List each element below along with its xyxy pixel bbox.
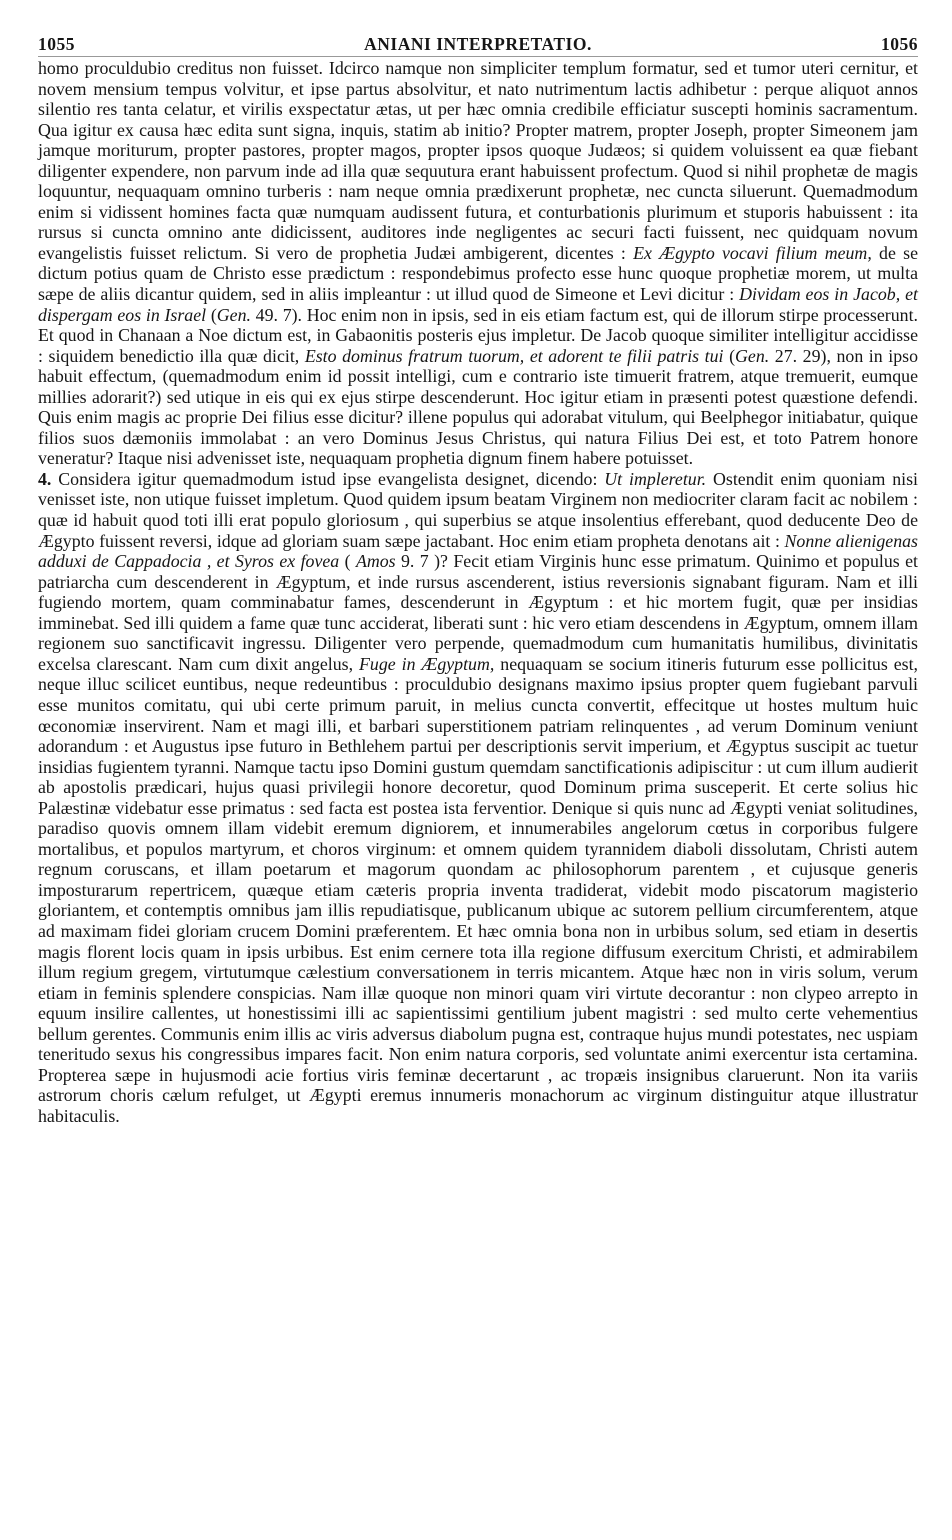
- italic-citation: Amos: [355, 551, 396, 572]
- italic-citation: Nonne alienigenas adduxi de Cappadocia , et Syros ex fovea: [38, 530, 918, 572]
- text-run: (: [206, 304, 217, 325]
- text-run: homo proculdubio creditus non fuisset. Idcirco namque non simpliciter templum formatur, sed et tumor uteri cernitur, et novem mensium tempus volvitur, et ipse partus absolvitur, et nato nutrimentum lactis adhibetur : perque aliquot annos silentio res tanta celatur, et virilis exspectatur ætas, ut per hæc omnia credibile efficiatur suscepti hominis sacramentum. Qua igitur ex causa hæc edita sunt signa, inquis, statim ab initio? Propter matrem, propter Joseph, propter Simeonem jam jamque moriturum, propter pastores, propter magos, propter ipsos quoque Judæos; si quidem voluissent ea quæ fiebant diligenter expendere, non parvum inde ad illa quæ sequutura erant habuissent profectum. Quod si nihil prophetæ de magis loquuntur, nequaquam omnino turberis : nam neque omnia prædixerunt prophetæ, nec cuncta siluerunt. Quemadmodum enim si vidissent homines facta quæ numquam audissent futura, et conturbationis plurimum et stuporis habuissent : ita rursus si cuncta omnino ante didicissent, auditores inde negligentes ac securi facti fuissent, nec quidquam novum evangelistis fuisset relictum. Si vero de prophetia Judæi ambigerent, dicentes :: [38, 58, 918, 263]
- text-run: de se dictum potius quam de Christo esse prædictum : respondebimus profecto esse hunc quoque prophetiæ morem, ut multa sæpe de aliis dicantur quidem, sed in aliis impleantur : ut illud quod de Simeone et Levi dicitur :: [38, 242, 918, 305]
- text-run: 27. 29), non in ipso habuit effectum, (quemadmodum enim id possit intelligi, cum e contrario iste timuerit fratrem, atque tremuerit, eumque millies adorarit?) sed utique in eis qui ex ejus stirpe descenderunt. Hoc igitur etiam in præsenti potest quæstione defendi. Quis enim magis ac proprie Dei filius esse dicitur? illene populus qui adorabat vitulum, qui Beelphegor initiabatur, quique filios suos dæmoniis immolabat : an vero Dominus Jesus Christus, qui natura Filius Dei est, et toto Patrem honore veneratur? Itaque nisi advenisset iste, nequaquam prophetia dignum finem habere potuisset.: [38, 345, 918, 469]
- text-run: Ostendit enim quoniam nisi venisset iste, non utique fuisset impletum. Quod quidem ipsum beatam Virginem non mediocriter claram facit ac nobilem : quæ id habuit quod toti illi erat populo gloriosum , qui superbius se atque insolentius efferebant, quod deducente Deo de Ægypto fuissent reversi, idque ad gloriam suam sæpe jactabant. Hoc enim etiam propheta denotans ait :: [38, 468, 918, 551]
- italic-citation: Ex Ægypto vocavi filium meum,: [633, 242, 872, 263]
- text-run: 9. 7 )? Fecit etiam Virginis hunc esse primatum. Quinimo et populus et patriarcha cum descenderent in Ægyptum, et inde rursus ascenderent, istius reversionis signabant figuram. Nam et illi fugiendo mortem, quam comminabatur fames, descenderunt in Ægyptum : et hic mortem fugit, quæ per insidias imminebat. Sed illi quidem a fame quæ tunc acciderat, liberati sunt : hic vero etiam descendens in Ægyptum, omnem illam regionem suo sanctificavit ingressu. Diligenter vero perpende, quemadmodum cum humanitatis humilibus, divinitatis excelsa clarescant. Nam cum dixit angelus,: [38, 551, 918, 674]
- text-run: (: [339, 551, 356, 572]
- paragraph: [38, 58, 918, 469]
- running-title: ANIANI INTERPRETATIO.: [364, 34, 592, 54]
- text-run: Considera igitur quemadmodum istud ipse evangelista designet, dicendo:: [51, 468, 605, 489]
- column-number-left: 1055: [38, 34, 75, 54]
- italic-citation: Fuge in Ægyptum,: [359, 653, 495, 674]
- column-number-right: 1056: [880, 34, 918, 54]
- paragraph: [38, 469, 918, 1127]
- italic-citation: Ut impleretur.: [604, 468, 707, 489]
- text-run: (: [723, 345, 736, 366]
- running-header: [38, 34, 918, 57]
- section-number: 4.: [38, 468, 52, 489]
- body-text: [38, 58, 918, 1126]
- italic-citation: Gen.: [216, 304, 251, 325]
- text-run: nequaquam se socium itineris futurum esse pollicitus est, neque illuc scilicet euntibus, neque redeuntibus : proculdubio designans maximo ipsius propter quem fugiebant parvuli esse munitos comitatu, qui ubi certe primum paruit, in melius cuncta convertit, effecitque ut hostes multum huic œconomiæ inservirent. Nam et magi illi, et barbari superstitionem patriam relinquentes , ad verum Dominum veniunt adorandum : et Augustus ipse futuro in Bethlehem partui per descriptionis servit imperium, et Ægyptus suscipit ac tuetur insidias fugientem tyranni. Namque tactu ipso Domini gustum quemdam sanctificationis adipiscitur : ut cum illum audierit ab apostolis prædicari, hujus quasi privilegii honore decoretur, quod Dominum prima susceperit. Et certe solius hic Palæstinæ videbatur esse primatus : sed facta est postea ista ferventior. Denique si quis nunc ad Ægypti veniat solitudines, paradiso quovis omnem illam videbit eremum digniorem, et innumerabiles angelorum cœtus in corporibus fulgere mortalibus, et populos martyrum, et choros virginum: et omnem quidem tyrannidem diaboli dissolutam, Christi autem regnum coruscans, et illam poetarum et magorum quondam ac philosophorum parentem , et cujusque generis imposturarum repertricem, quæque etiam cæteris propria inventa tradiderat, videbit modo piscatorum magisterio gloriantem, et contemptis omnibus jam illis repudiatisque, publicanum ubique ac sutorem pellium circumferentem, atque ad maximam fidei gloriam crucem Domini præferentem. Et hæc omnia bona non in urbibus solum, sed etiam in desertis magis florent locis quam in ipsis urbibus. Est enim cernere tota illa regione diffusum exercitum Christi, et admirabilem illum regium gregem, virtutumque cælestium conversationem in terris micantem. Atque hæc non in viris solum, verum etiam in feminis splendere conspicias. Nam illæ quoque non minori quam viri virtute decorantur : non clypeo arrepto in equum insilire callentes, ut honestissimi illi ac sapientissimi gentilium jubent magistri : sed multo certe vehementius bellum gerentes. Communis enim illis ac viris adversus diabolum pugna est, contraque hujus mundi potestates, nec uspiam teneritudo sexus his congressibus impares facit. Non enim natura corporis, sed voluntate animi exercentur ista certamina. Propterea sæpe in hujusmodi acie fortius viris feminæ decertarunt , ac tropæis insignibus claruerunt. Non ita variis astrorum choris cælum refulget, ut Ægypti eremus innumeris monachorum ac virginum distinguitur atque illustratur habitaculis.: [38, 653, 918, 1126]
- italic-citation: Dividam eos in Jacob, et dispergam eos in Israel: [38, 284, 919, 325]
- text-run: 49. 7). Hoc enim non in ipsis, sed in eis etiam factum est, qui de illorum stirpe processerunt. Et quod in Chanaan a Noe dictum est, in Gabaonitis posteris ejus impletur. De Jacob quoque similiter intelligitur accidisse : siquidem benedictio illa quæ dicit,: [38, 304, 919, 366]
- italic-citation: Esto dominus fratrum tuorum, et adorent te filii patris tui: [304, 345, 724, 366]
- italic-citation: Gen.: [735, 345, 770, 366]
